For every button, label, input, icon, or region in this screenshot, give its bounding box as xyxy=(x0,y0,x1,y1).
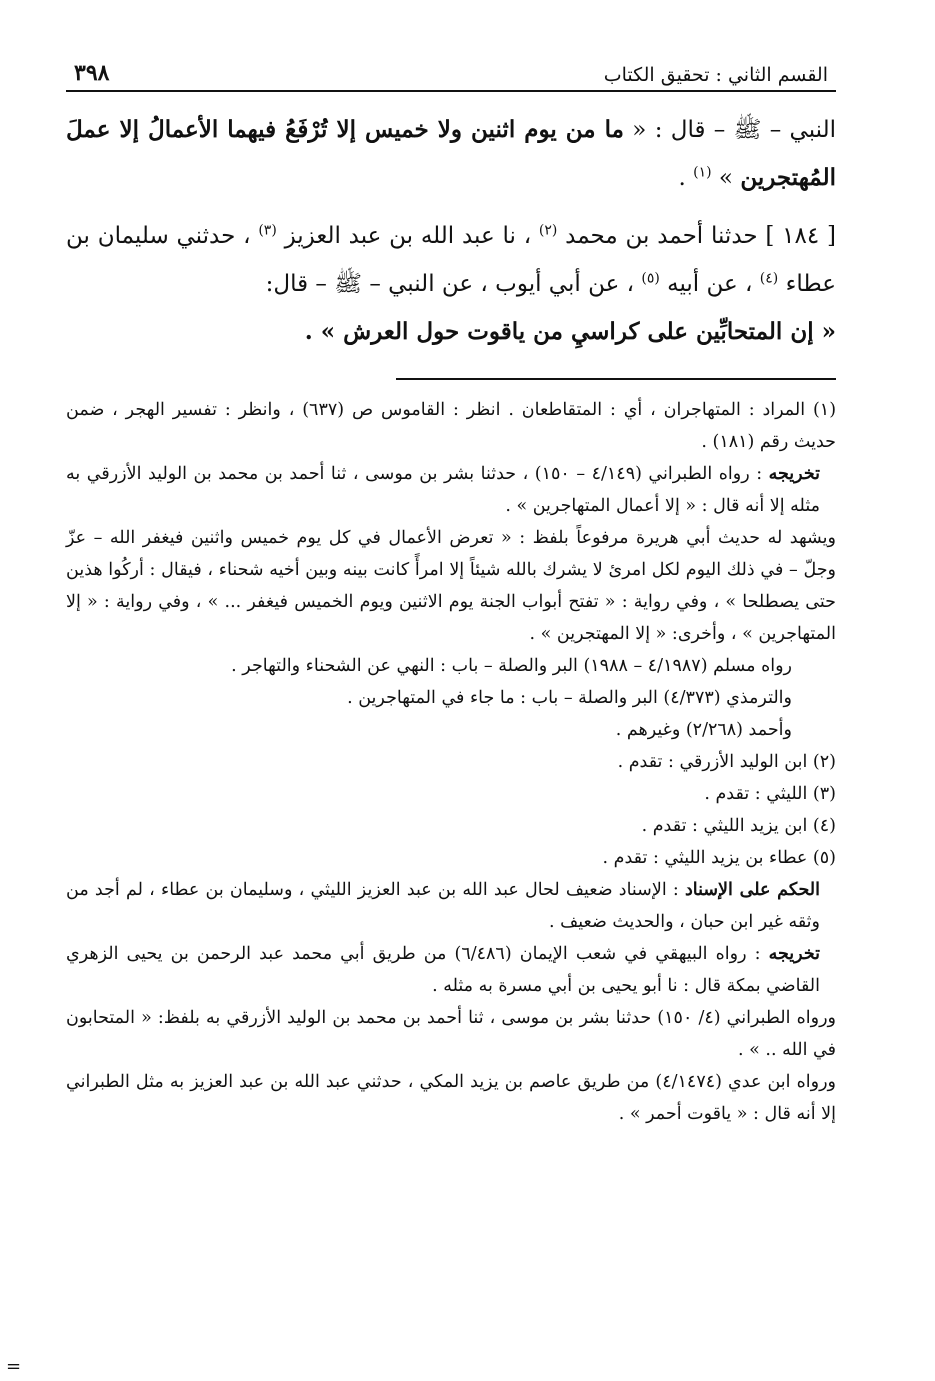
footnote-5: (٥) عطاء بن يزيد الليثي : تقدم . xyxy=(602,848,836,868)
footnote-ref: (١) xyxy=(693,164,712,181)
reference-line: وأحمد (٢/٢٦٨) وغيرهم . xyxy=(615,720,792,740)
hadith-184 xyxy=(66,212,836,308)
footnote-ref: (٢) xyxy=(538,222,558,239)
takhrij-paragraph xyxy=(66,458,836,522)
footnotes xyxy=(66,394,836,1130)
reference-line: رواه مسلم (٤/١٩٨٧ – ١٩٨٨) البر والصلة – باب : النهي عن الشحناء والتهاجر . xyxy=(231,656,792,676)
reference-line: والترمذي (٤/٣٧٣) البر والصلة – باب : ما جاء في المتهاجرين . xyxy=(347,688,792,708)
footnote-2: (٢) ابن الوليد الأزرقي : تقدم . xyxy=(617,752,836,772)
footnote-1: (١) المراد : المتهاجران ، أي : المتقاطعان . انظر : القاموس ص (٦٣٧) ، وانظر : تفسير الهجر ، ضمن حديث رقم (١٨١) . xyxy=(66,400,837,452)
text-run: : رواه البيهقي في شعب الإيمان (٦/٤٨٦) من طريق أبي محمد عبد الرحمن بن يحيى الزهري القاضي بمكة قال : نا أبو يحيى بن أبي مسرة به مثله . xyxy=(66,944,820,996)
witness-paragraph: ويشهد له حديث أبي هريرة مرفوعاً بلفظ : « تعرض الأعمال في كل يوم خميس واثنين فيغفر الله – عزّ وجلّ – في ذلك اليوم لكل امرئ لا يشرك بالله شيئاً إلا امرأً كانت بينه وبين أخيه شحناء ، فيقال : أركُوا هذين حتى يصطلحا » ، وفي رواية : « تفتح أبواب الجنة يوم الاثنين ويوم الخميس فيغفر ... » ، وفي رواية : « إلا المتهاجرين » ، وأخرى: « إلا المهتجرين » . xyxy=(66,528,836,644)
text-run: . xyxy=(678,165,694,191)
footnote-ref: (٣) xyxy=(258,222,277,239)
footnote-rule xyxy=(396,378,836,380)
text-run: ، حدثني سليمان بن عطاء xyxy=(66,223,836,297)
footnote-3: (٣) الليثي : تقدم . xyxy=(704,784,836,804)
isnad-ruling xyxy=(66,874,836,938)
footnote-ref: (٥) xyxy=(641,270,660,287)
text-run: ، عن أبيه xyxy=(659,271,760,297)
text-run: » xyxy=(711,165,741,191)
takhrij-paragraph xyxy=(66,938,836,1002)
hadith-text: ما من يوم اثنين ولا خميس إلا تُرْفَعُ فيهما الأعمالُ إلا عملَ المُهتجرين xyxy=(66,116,836,191)
ruling-label: الحكم على الإسناد xyxy=(684,880,820,900)
text-run: : الإسناد ضعيف لحال عبد الله بن عبد العزيز الليثي ، وسليمان بن عطاء ، لم أجد من وثقه غير ابن حبان ، والحديث ضعيف . xyxy=(66,880,820,932)
page xyxy=(66,52,836,1130)
footnote-4: (٤) ابن يزيد الليثي : تقدم . xyxy=(641,816,836,836)
text-run: ، عن أبي أيوب ، عن النبي – ﷺ – قال: xyxy=(265,271,642,297)
hadith-183-end xyxy=(66,106,836,202)
footnote-ref: (٤) xyxy=(759,270,779,287)
text-run: النبي – ﷺ – قال : « xyxy=(623,117,837,143)
text-run: : رواه الطبراني (٤/١٤٩ – ١٥٠) ، حدثنا بشر بن موسى ، ثنا أحمد بن محمد بن الوليد الأزرقي به مثله إلا أنه قال : « إلا أعمال المتهاجرين » . xyxy=(66,464,820,516)
text-run: ، نا عبد الله بن عبد العزيز xyxy=(276,223,539,249)
takhrij-label: تخريجه xyxy=(768,464,820,484)
text-run: [ ١٨٤ ] حدثنا أحمد بن محمد xyxy=(557,223,836,249)
continuation-mark: = xyxy=(6,1356,22,1377)
reference-paragraph: ورواه ابن عدي (٤/١٤٧٤) من طريق عاصم بن يزيد المكي ، حدثني عبد الله بن عبد العزيز به مثل الطبراني إلا أنه قال : « ياقوت أحمر » . xyxy=(66,1072,837,1124)
main-text xyxy=(66,106,836,356)
page-header xyxy=(66,52,836,92)
page-number: ٣٩٨ xyxy=(74,60,110,86)
section-title: القسم الثاني : تحقيق الكتاب xyxy=(603,64,828,86)
hadith-text: « إن المتحابِّين على كراسيِ من ياقوت حول العرش » . xyxy=(304,318,836,345)
reference-paragraph: ورواه الطبراني (٤/ ١٥٠) حدثنا بشر بن موسى ، ثنا أحمد بن محمد بن الوليد الأزرقي به بلفظ: « المتحابون في الله .. » . xyxy=(66,1008,836,1060)
takhrij-label: تخريجه xyxy=(768,944,820,964)
